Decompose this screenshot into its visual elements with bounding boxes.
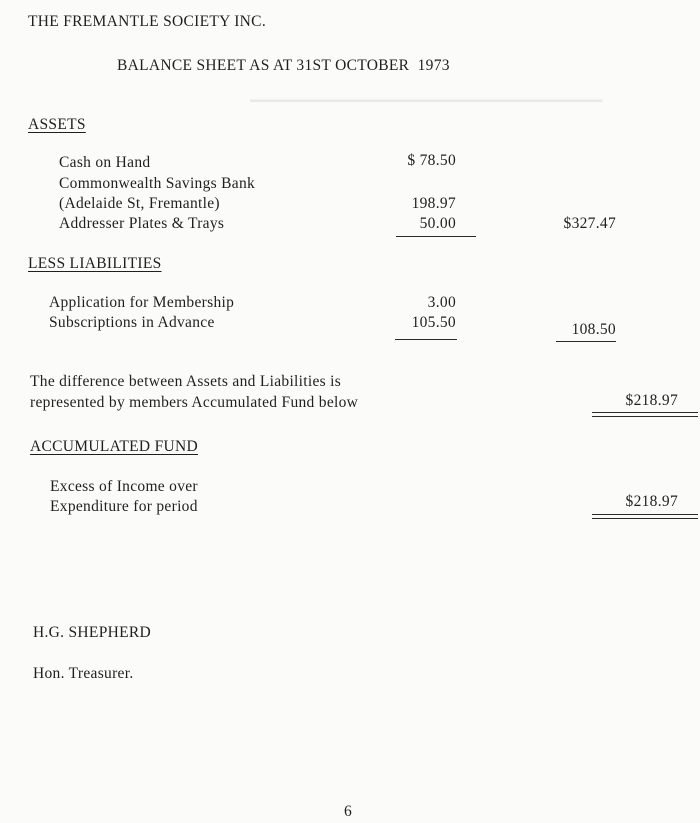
double-rule [592,514,698,519]
treasurer-name: H.G. SHEPHERD [33,624,152,641]
accumulated-fund-line2: Expenditure for period [50,498,198,515]
liability-amount: 3.00 [427,294,456,311]
liabilities-total: 108.50 [571,321,616,338]
liabilities-heading: LESS LIABILITIES [28,255,162,272]
assets-heading: ASSETS [28,116,86,133]
subtotal-rule [396,236,476,237]
page-number: 6 [344,803,353,820]
subtotal-rule [395,339,457,340]
organization-name: THE FREMANTLE SOCIETY INC. [28,13,266,30]
asset-amount: 198.97 [411,195,456,212]
accumulated-fund-amount: $218.97 [625,493,678,510]
liability-label: Subscriptions in Advance [49,314,215,331]
page-title: BALANCE SHEET AS AT 31ST OCTOBER 1973 [117,57,450,74]
asset-label: (Adelaide St, Fremantle) [59,195,220,212]
double-rule [592,412,698,417]
asset-amount: 50.00 [419,215,456,232]
asset-label: Cash on Hand [59,154,151,171]
asset-label: Commonwealth Savings Bank [59,175,256,192]
assets-total: $327.47 [563,215,616,232]
difference-text-line2: represented by members Accumulated Fund below [30,394,359,411]
bleed-through-text: ━━━━━━━━━━━━━━━━━━━━━━━━━━━━━━━━━━━━━━━ [250,94,603,110]
asset-label: Addresser Plates & Trays [59,215,225,232]
accumulated-fund-line1: Excess of Income over [50,478,198,495]
liability-label: Application for Membership [49,294,235,311]
accumulated-fund-heading: ACCUMULATED FUND [30,438,198,455]
liability-amount: 105.50 [411,314,456,331]
difference-amount: $218.97 [625,392,678,409]
asset-amount: $ 78.50 [407,152,456,169]
difference-text-line1: The difference between Assets and Liabilities is [30,373,342,390]
treasurer-title: Hon. Treasurer. [33,665,134,682]
total-rule [556,341,616,342]
